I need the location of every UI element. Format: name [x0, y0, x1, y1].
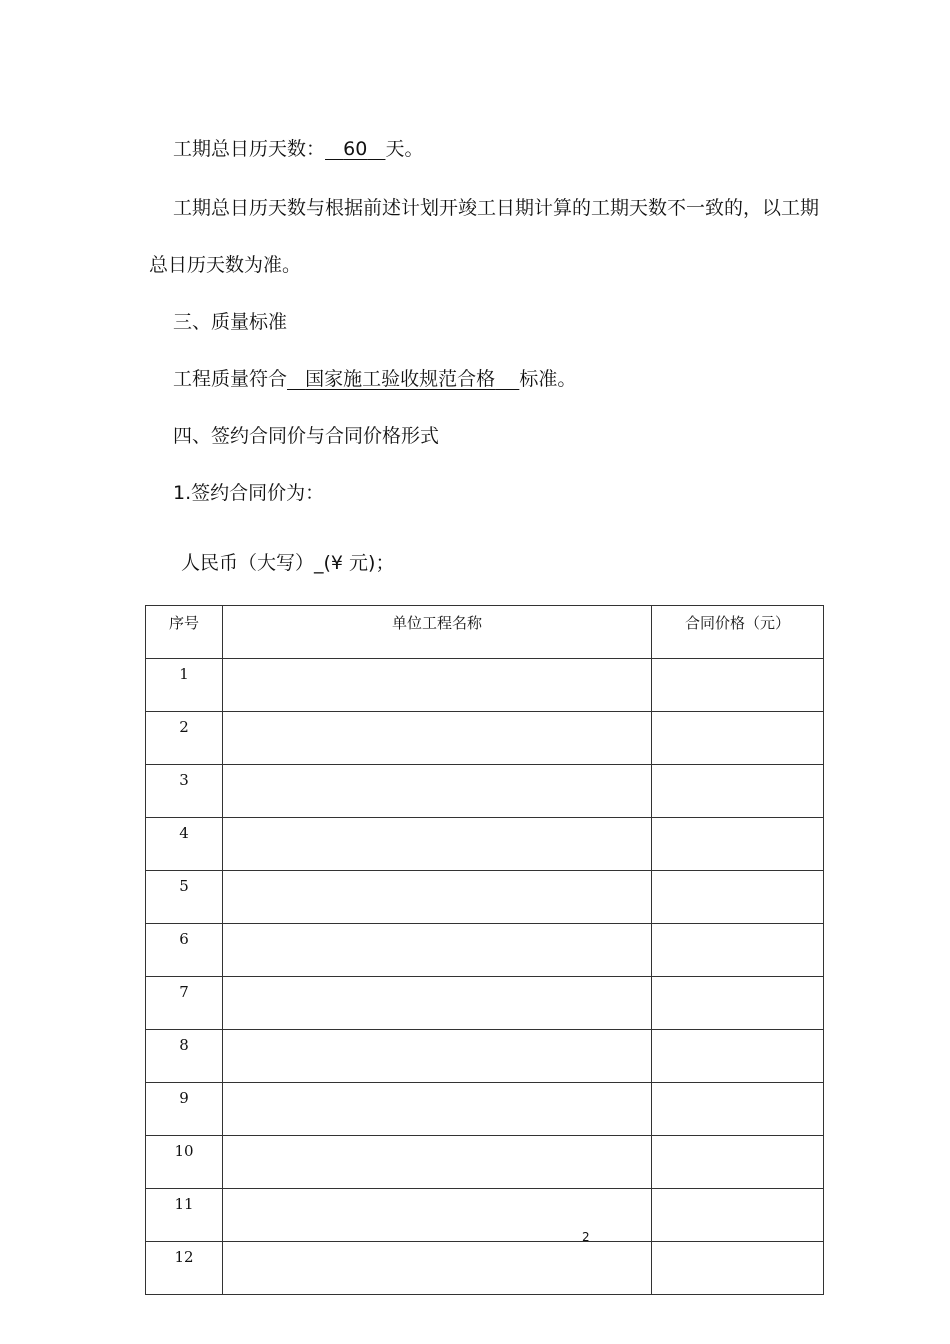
cell-unit-project-name	[223, 924, 652, 977]
cell-unit-project-name	[223, 1083, 652, 1136]
cell-serial-no: 8	[146, 1030, 223, 1083]
cell-serial-no: 2	[146, 712, 223, 765]
header-serial-no: 序号	[146, 606, 223, 659]
cell-unit-project-name	[223, 871, 652, 924]
precedence-note-line1: 工期总日历天数与根据前述计划开竣工日期计算的工期天数不一致的，以工期	[173, 197, 820, 219]
header-unit-project-name: 单位工程名称	[223, 606, 652, 659]
table-row	[146, 818, 824, 871]
cell-serial-no: 9	[146, 1083, 223, 1136]
cell-contract-price	[652, 1083, 824, 1136]
cell-unit-project-name	[223, 712, 652, 765]
cell-serial-no: 10	[146, 1136, 223, 1189]
cell-serial-no: 11	[146, 1189, 223, 1242]
quality-heading: 三、质量标准	[173, 311, 288, 333]
cell-contract-price	[652, 1136, 824, 1189]
cell-contract-price	[652, 977, 824, 1030]
total-days-value: 60	[343, 138, 368, 160]
cell-contract-price	[652, 659, 824, 712]
cell-unit-project-name	[223, 765, 652, 818]
table-row	[146, 924, 824, 977]
table-header-row	[146, 606, 824, 659]
cell-serial-no: 3	[146, 765, 223, 818]
cell-contract-price	[652, 924, 824, 977]
page-number: 2	[582, 1230, 590, 1244]
cell-serial-no: 7	[146, 977, 223, 1030]
price-section-subheading: 1.签约合同价为：	[173, 482, 325, 504]
cell-unit-project-name	[223, 1136, 652, 1189]
precedence-note-line2: 总日历天数为准。	[149, 254, 302, 276]
cell-serial-no: 6	[146, 924, 223, 977]
table-row	[146, 1242, 824, 1295]
total-days-label: 工期总日历天数：	[173, 138, 326, 160]
cell-contract-price	[652, 1030, 824, 1083]
cell-contract-price	[652, 818, 824, 871]
cell-contract-price	[652, 712, 824, 765]
cell-serial-no: 1	[146, 659, 223, 712]
table-row	[146, 1030, 824, 1083]
table-row	[146, 1189, 824, 1242]
table-row	[146, 765, 824, 818]
cell-serial-no: 4	[146, 818, 223, 871]
currency-line: 人民币（大写）_(¥ 元)；	[181, 552, 395, 574]
cell-serial-no: 5	[146, 871, 223, 924]
table-row	[146, 871, 824, 924]
cell-contract-price	[652, 1189, 824, 1242]
quality-prefix: 工程质量符合	[173, 368, 288, 390]
quality-suffix: 标准。	[519, 368, 577, 390]
price-section-heading: 四、签约合同价与合同价格形式	[173, 425, 440, 447]
table-row	[146, 1083, 824, 1136]
table-row	[146, 712, 824, 765]
table-row	[146, 659, 824, 712]
contract-price-table	[145, 605, 824, 1295]
table-row	[146, 977, 824, 1030]
header-contract-price: 合同价格（元）	[652, 606, 824, 659]
cell-contract-price	[652, 871, 824, 924]
quality-value: 国家施工验收规范合格	[305, 368, 496, 390]
cell-contract-price	[652, 765, 824, 818]
total-days-line	[173, 137, 423, 161]
cell-serial-no: 12	[146, 1242, 223, 1295]
table-row	[146, 1136, 824, 1189]
total-days-suffix: 天。	[385, 138, 424, 160]
cell-contract-price	[652, 1242, 824, 1295]
cell-unit-project-name	[223, 659, 652, 712]
quality-line	[173, 367, 576, 391]
cell-unit-project-name	[223, 818, 652, 871]
cell-unit-project-name	[223, 977, 652, 1030]
cell-unit-project-name	[223, 1242, 652, 1295]
cell-unit-project-name	[223, 1030, 652, 1083]
